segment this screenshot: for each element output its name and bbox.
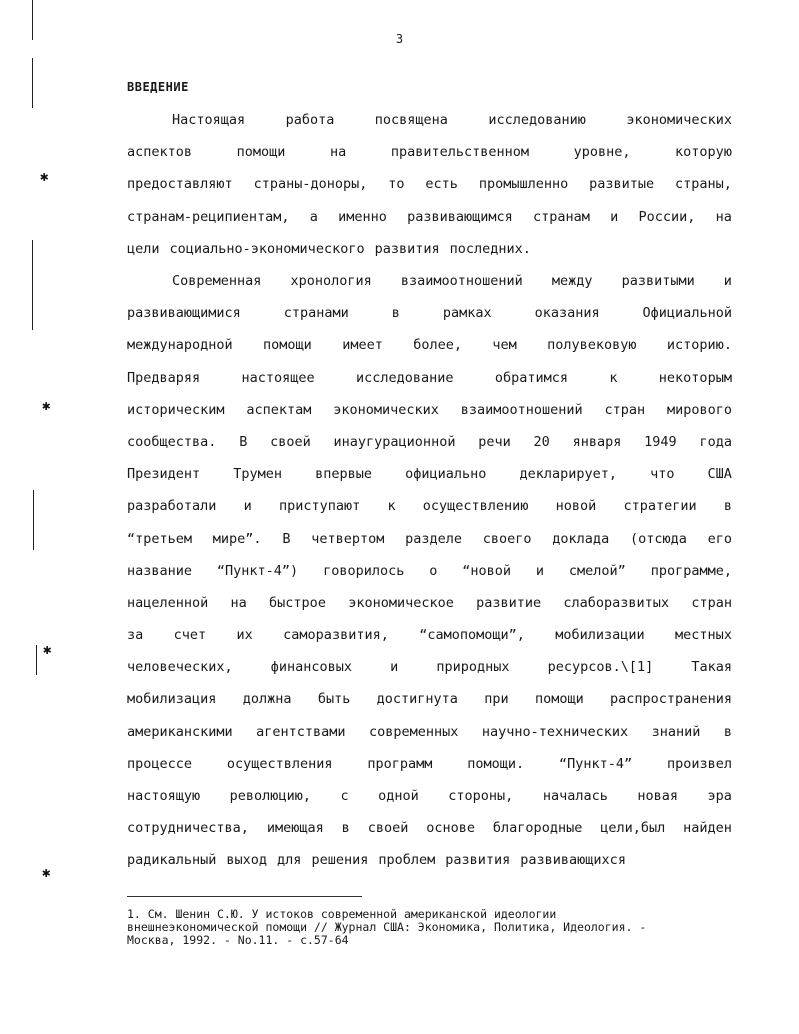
punch-hole-mark-icon: ✱: [40, 169, 49, 185]
text-line: “третьем мире”. В четвертом разделе своего доклада (отсюда его: [127, 530, 732, 547]
text-line: радикальный выход для решения проблем развития развивающихся: [127, 852, 626, 869]
text-line: Президент Трумен впервые официально декларирует, что США: [127, 466, 732, 483]
punch-hole-mark-icon: ✱: [42, 398, 51, 414]
paragraph-1: [127, 104, 732, 265]
footnote: 1. См. Шенин С.Ю. У истоков современной американской идеологии внешнеэкономической помощи // Журнал США: Экономика, Политика, Идеология. - Москва, 1992. - No.11. - с.57-64: [127, 907, 647, 947]
text-line: человеческих, финансовых и природных ресурсов.\[1] Такая: [127, 659, 732, 676]
text-line: сотрудничества, имеющая в своей основе благородные цели,был найден: [127, 820, 732, 837]
text-line: Настоящая работа посвящена исследованию экономических: [172, 112, 732, 128]
text-line: предоставляют страны-доноры, то есть промышленно развитые страны,: [127, 176, 732, 193]
paragraph-2: [127, 265, 732, 877]
section-heading: ВВЕДЕНИЕ: [127, 80, 189, 94]
scan-margin-line: [32, 240, 33, 330]
text-line: странам-реципиентам, а именно развивающимся странам и России, на: [127, 208, 732, 225]
scan-margin-line: [32, 58, 33, 108]
scan-margin-line: [33, 490, 34, 550]
text-line: Предваряя настоящее исследование обратимся к некоторым: [127, 369, 732, 386]
text-line: название “Пункт-4”) говорилось о “новой и смелой” программе,: [127, 562, 732, 579]
footnote-separator: [127, 896, 362, 897]
text-line: международной помощи имеет более, чем полувековую историю.: [127, 337, 732, 354]
text-line: аспектов помощи на правительственном уровне, которую: [127, 144, 732, 161]
text-line: мобилизация должна быть достигнута при помощи распространения: [127, 691, 732, 708]
text-line: развивающимися странами в рамках оказания Официальной: [127, 305, 732, 322]
text-line: за счет их саморазвития, “самопомощи”, мобилизации местных: [127, 627, 732, 644]
punch-hole-mark-icon: ✱: [42, 865, 51, 881]
scan-margin-line: [36, 645, 37, 675]
text-line: нацеленной на быстрое экономическое развитие слаборазвитых стран: [127, 594, 732, 611]
text-line: историческим аспектам экономических взаимоотношений стран мирового: [127, 401, 732, 418]
punch-hole-mark-icon: ✱: [43, 642, 52, 658]
text-line: разработали и приступают к осуществлению новой стратегии в: [127, 498, 732, 515]
text-line: американскими агентствами современных научно-технических знаний в: [127, 723, 732, 740]
text-line: Современная хронология взаимоотношений между развитыми и: [172, 273, 732, 289]
text-line: процессе осуществления программ помощи. “Пункт-4” произвел: [127, 755, 732, 772]
text-line: сообщества. В своей инаугурационной речи 20 января 1949 года: [127, 433, 732, 450]
text-line: цели социально-экономического развития последних.: [127, 240, 531, 257]
page-number: 3: [395, 32, 404, 46]
text-line: настоящую революцию, с одной стороны, началась новая эра: [127, 788, 732, 804]
